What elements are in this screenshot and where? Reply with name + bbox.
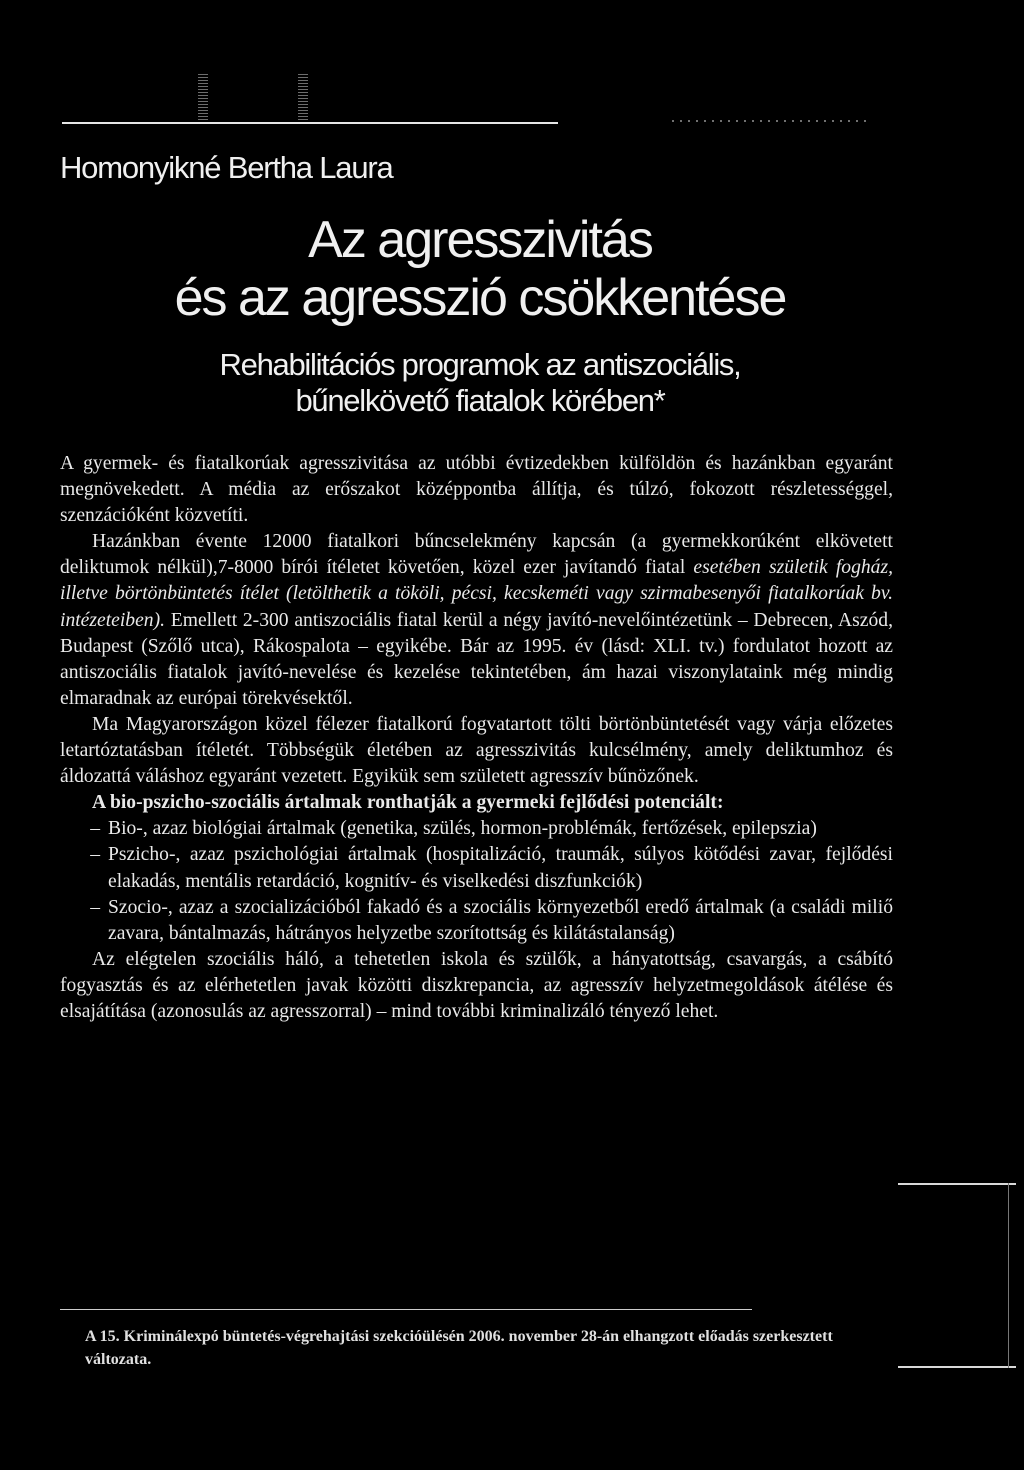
- header-dotted-rule: [672, 120, 872, 122]
- paragraph-intro: A gyermek- és fiatalkorúak agresszivitása az utóbbi évtizedekben külföldön és hazánkban egyaránt megnövekedett. A média az erőszakot középpontba állítja, és túlzó, fokozott részletességgel, szenzációként közvetíti.: [60, 453, 893, 527]
- margin-box: [1008, 1183, 1021, 1368]
- article-title-line-1: Az agresszivitás: [308, 211, 652, 269]
- margin-rule-bottom: [898, 1366, 1016, 1368]
- margin-rule-top: [898, 1183, 1016, 1185]
- list-item: [60, 895, 893, 947]
- article-subtitle-line-1: Rehabilitációs programok az antiszociális,: [219, 347, 741, 382]
- list-item: [60, 842, 893, 894]
- scan-mark-right: [298, 74, 308, 120]
- list-item-text: Pszicho-, azaz pszichológiai ártalmak (hospitalizáció, traumák, súlyos kötődési zavar, fejlődési elakadás, mentális retardáció, kognitív- és viselkedési diszfunkciók): [108, 844, 893, 892]
- list-dash: –: [90, 818, 100, 840]
- paragraph-statistics: [60, 529, 893, 712]
- paragraph-statistics-part-1: Hazánkban évente 12000 fiatalkori bűncselekmény kapcsán (a gyermekkorúként elkövetett deliktumok nélkül),7-8000 bírói ítéletet követően, közel ezer javítandó fiatal: [60, 531, 893, 579]
- scan-mark-left: [198, 74, 208, 120]
- list-item-text: Bio-, azaz biológiai ártalmak (genetika, szülés, hormon-problémák, fertőzések, epilepszia): [108, 818, 817, 840]
- list-dash: –: [90, 896, 100, 918]
- list-item: [60, 816, 893, 842]
- footnote: A 15. Kriminálexpó büntetés-végrehajtási szekcióülésén 2006. november 28-án elhangzott előadás szerkesztett változata.: [85, 1328, 833, 1368]
- article-body: [60, 451, 893, 1025]
- article-subtitle-line-2: bűnelkövető fiatalok körében*: [295, 383, 665, 418]
- header-rule: [62, 122, 558, 124]
- paragraph-detainees: Ma Magyarországon közel félezer fiatalkorú fogvatartott tölti börtönbüntetését vagy várja előzetes letartóztatásban ítéletét. Többségük életében az agresszivitás kulcsélmény, amely deliktumhoz és áldozattá váláshoz egyaránt vezetett. Egyikük sem született agresszív bűnözőnek.: [60, 713, 893, 788]
- author-name: Homonyikné Bertha Laura: [60, 150, 393, 185]
- footnote-rule: [60, 1309, 752, 1310]
- paragraph-conclusion: Az elégtelen szociális háló, a tehetetlen iskola és szülők, a hányatottság, csavargás, a csábító fogyasztás és az elérhetetlen javak közötti diszkrepancia, az agresszív helyzetmegoldások átélése és elsajátítása (azonosulás az agresszorral) – mind további kriminalizáló tényező lehet.: [60, 948, 893, 1022]
- list-item-text: Szocio-, azaz a szocializációból fakadó és a szociális környezetből eredő ártalmak (a családi miliő zavara, bántalmazás, hátrányos helyzetbe szorítottság és kilátástalanság): [108, 896, 893, 944]
- paragraph-statistics-italic: esetében születik fogház, illetve börtönbüntetés ítélet (letölthetik a tököli, pécsi, kecskeméti vagy szirmabesenyői fiatalkorúak bv. intézeteiben).: [60, 557, 893, 631]
- paragraph-harms-heading: A bio-pszicho-szociális ártalmak ronthatják a gyermeki fejlődési potenciált:: [92, 792, 724, 814]
- article-title-line-2: és az agresszió csökkentése: [174, 269, 786, 327]
- paragraph-statistics-part-2: Emellett 2-300 antiszociális fiatal kerül a négy javító-nevelőintézetünk – Debrecen, Aszód, Budapest (Szőlő utca), Rákospalota – egyikébe. Bár az 1995. év (lásd: XLI. tv.) fordulatot hozott az antiszociális fiatalok javító-nevelése és kezelése tekintetében, ám hazai viszonylataink még mindig elmaradnak az európai törekvésektől.: [60, 609, 893, 709]
- list-dash: –: [90, 844, 100, 866]
